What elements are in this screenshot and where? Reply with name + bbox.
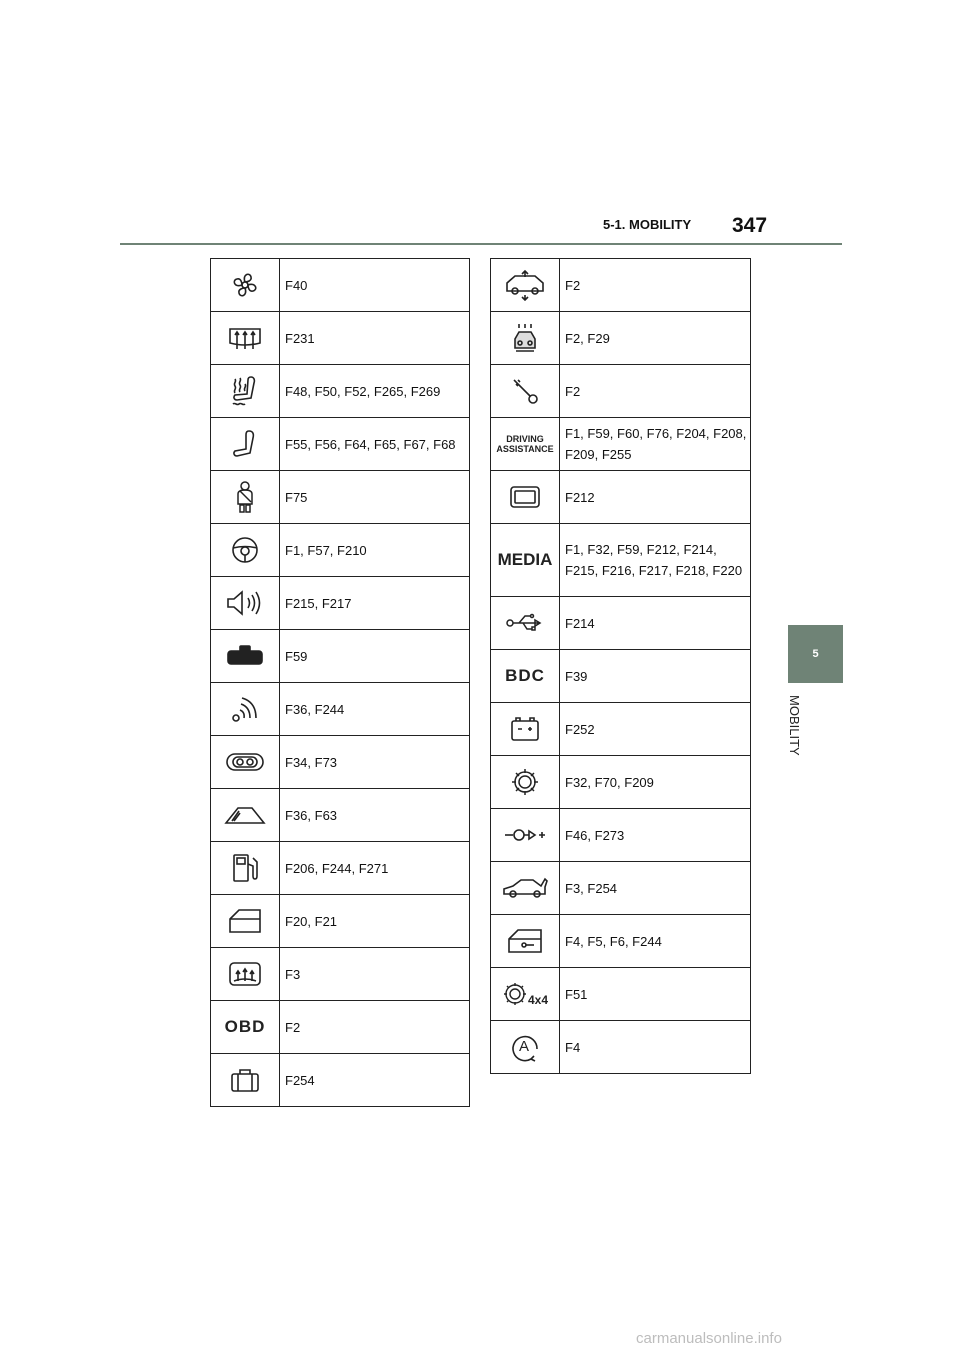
fuse-list: F254 (280, 1054, 470, 1107)
fuse-list: F252 (560, 703, 751, 756)
fuse-list: F48, F50, F52, F265, F269 (280, 365, 470, 418)
fuse-list: F1, F59, F60, F76, F204, F208, F209, F255 (560, 418, 751, 471)
table-row (211, 842, 470, 895)
table-row (491, 650, 751, 703)
icon-cell (211, 683, 280, 736)
sunroof-icon (224, 803, 266, 827)
trunk-icon (501, 875, 549, 901)
icon-cell (211, 948, 280, 1001)
wireless-signal-icon (230, 694, 260, 724)
icon-cell (491, 650, 560, 703)
icon-cell (211, 577, 280, 630)
icon-cell (211, 524, 280, 577)
chapter-label: MOBILITY (787, 695, 802, 756)
table-row (491, 756, 751, 809)
gear-icon (509, 766, 541, 798)
table-row (211, 418, 470, 471)
fuse-list: F2 (560, 259, 751, 312)
trailer-connector-icon (503, 824, 547, 846)
table-row (211, 630, 470, 683)
table-row (491, 809, 751, 862)
icon-cell (491, 862, 560, 915)
icon-cell (491, 597, 560, 650)
fuse-list: F39 (560, 650, 751, 703)
icon-cell (211, 418, 280, 471)
table-row (491, 597, 751, 650)
table-row (491, 418, 751, 471)
fuse-list: F206, F244, F271 (280, 842, 470, 895)
fuel-pump-icon (231, 852, 259, 884)
icon-cell (211, 895, 280, 948)
overhead-light-icon (225, 751, 265, 773)
windshield-heater-icon (228, 961, 262, 987)
icon-cell (491, 809, 560, 862)
fuse-list: F231 (280, 312, 470, 365)
fuse-list: F1, F57, F210 (280, 524, 470, 577)
steering-wheel-icon (230, 535, 260, 565)
seat-icon (231, 428, 259, 460)
fuse-list: F46, F273 (560, 809, 751, 862)
fuse-list: F1, F32, F59, F212, F214, F215, F216, F217, F218, F220 (560, 524, 751, 597)
icon-cell (211, 789, 280, 842)
fuse-list: F2, F29 (560, 312, 751, 365)
table-row (491, 703, 751, 756)
rear-defroster-icon (228, 323, 262, 353)
fuse-list: F214 (560, 597, 751, 650)
table-row (211, 524, 470, 577)
fuse-list: F3 (280, 948, 470, 1001)
table-row (211, 312, 470, 365)
fuse-list: F212 (560, 471, 751, 524)
gear-4x4-icon (502, 981, 548, 1007)
table-row (211, 471, 470, 524)
table-row (491, 862, 751, 915)
icon-cell (491, 418, 560, 471)
table-row (491, 968, 751, 1021)
obd-icon: OBD (224, 1017, 266, 1036)
header-rule (120, 243, 842, 245)
fuse-list: F51 (560, 968, 751, 1021)
fuse-list: F32, F70, F209 (560, 756, 751, 809)
fuse-list: F59 (280, 630, 470, 683)
vehicle-height-icon (503, 269, 547, 301)
assistance-label: ASSISTANCE (496, 444, 554, 454)
table-row (211, 948, 470, 1001)
table-row (491, 524, 751, 597)
fuse-list: F4, F5, F6, F244 (560, 915, 751, 968)
icon-cell (491, 756, 560, 809)
fuse-list: F75 (280, 471, 470, 524)
table-row (211, 365, 470, 418)
display-icon (509, 485, 541, 509)
car-wash-icon (510, 322, 540, 354)
fuse-list: F34, F73 (280, 736, 470, 789)
icon-cell (491, 703, 560, 756)
icon-cell (211, 471, 280, 524)
table-row (211, 683, 470, 736)
table-row (211, 577, 470, 630)
usb-icon (505, 611, 545, 635)
door-lock-icon (506, 927, 544, 955)
fuse-list: F55, F56, F64, F65, F67, F68 (280, 418, 470, 471)
battery-icon (509, 715, 541, 743)
icon-cell (491, 259, 560, 312)
fuse-list: F36, F63 (280, 789, 470, 842)
auto-start-stop-icon (509, 1031, 541, 1063)
table-row (211, 1001, 470, 1054)
icon-cell (211, 736, 280, 789)
table-row (491, 259, 751, 312)
icon-cell (491, 915, 560, 968)
fuse-list: F3, F254 (560, 862, 751, 915)
page-number: 347 (732, 214, 768, 237)
fuse-list: F40 (280, 259, 470, 312)
rearview-mirror-icon (225, 644, 265, 668)
horn-icon (510, 376, 540, 406)
luggage-icon (229, 1066, 261, 1094)
table-row (211, 895, 470, 948)
bdc-icon: BDC (505, 666, 545, 685)
icon-cell (491, 1021, 560, 1074)
table-row (211, 789, 470, 842)
fuse-list: F2 (280, 1001, 470, 1054)
icon-cell (491, 471, 560, 524)
speaker-icon (226, 588, 264, 618)
icon-cell (211, 630, 280, 683)
icon-cell (491, 365, 560, 418)
seatbelt-icon (232, 480, 258, 514)
table-row (491, 1021, 751, 1074)
fuse-list: F4 (560, 1021, 751, 1074)
fan-icon (230, 270, 260, 300)
fuse-list: F2 (560, 365, 751, 418)
driving-label: DRIVING (506, 434, 544, 444)
table-row (211, 736, 470, 789)
table-row (491, 365, 751, 418)
table-row (491, 312, 751, 365)
table-row (491, 915, 751, 968)
four-by-four-label: 4x4 (527, 993, 549, 1007)
icon-cell (211, 842, 280, 895)
icon-cell (211, 259, 280, 312)
driving-assistance-icon (496, 434, 553, 454)
table-row (491, 471, 751, 524)
media-icon: MEDIA (497, 550, 553, 569)
icon-cell (211, 312, 280, 365)
seat-heater-icon (229, 374, 261, 408)
page-header (0, 0, 960, 250)
section-title: 5-1. MOBILITY (603, 217, 692, 232)
door-icon (227, 907, 263, 935)
table-row (211, 1054, 470, 1107)
fuse-list: F36, F244 (280, 683, 470, 736)
icon-cell (211, 1054, 280, 1107)
fuse-symbol-table-left (210, 258, 470, 1107)
watermark: carmanualsonline.info (636, 1330, 782, 1347)
icon-cell (211, 1001, 280, 1054)
fuse-list: F215, F217 (280, 577, 470, 630)
auto-a-label: A (519, 1038, 530, 1055)
chapter-tab: 5 (788, 625, 843, 683)
icon-cell (491, 524, 560, 597)
fuse-symbol-table-right (490, 258, 751, 1074)
icon-cell (211, 365, 280, 418)
icon-cell (491, 312, 560, 365)
icon-cell (491, 968, 560, 1021)
fuse-list: F20, F21 (280, 895, 470, 948)
table-row (211, 259, 470, 312)
